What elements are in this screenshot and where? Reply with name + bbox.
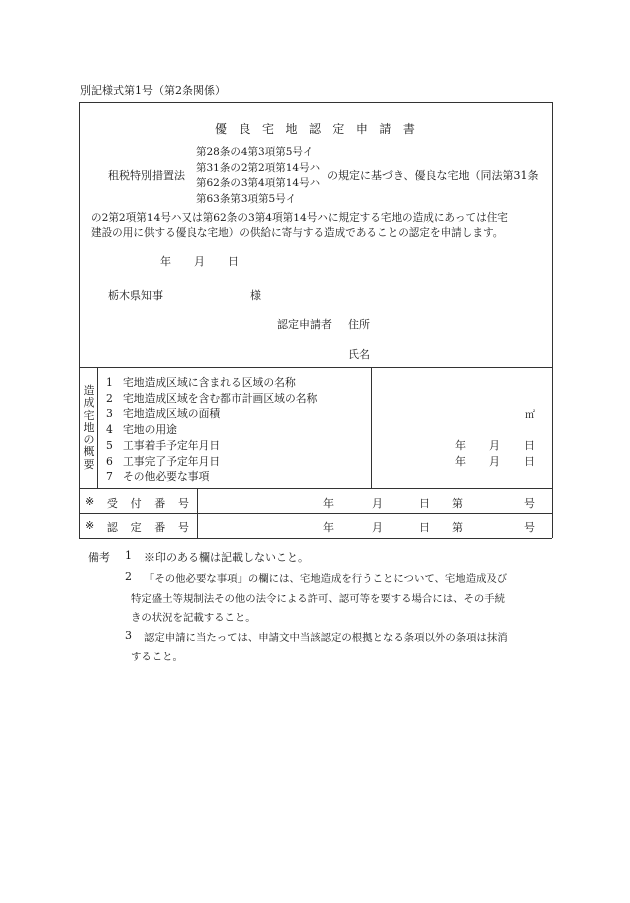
list-item-number: 3 [106,407,113,421]
body-line-2: 建設の用に供する優良な宅地）の供給に寄与する造成であることの認定を申請します。 [91,227,504,239]
overview-value-divider [371,367,372,488]
list-item: その他必要な事項 [123,470,210,484]
receipt-month: 月 [372,497,383,510]
certification-day: 日 [419,521,430,534]
office-row-divider [79,513,552,514]
list-item: 宅地造成区域に含まれる区域の名称 [123,376,296,389]
note-2-line-2: 特定盛土等規制法その他の法令による許可、認可等を要する場合には、その手続 [131,593,506,605]
list-item-number: 7 [106,470,113,484]
law-suffix: の規定に基づき、優良な宅地（同法第31条 [327,169,539,182]
table-right-border [552,102,553,538]
document-title: 優 良 宅 地 認 定 申 請 書 [215,122,415,136]
start-date-day: 日 [524,439,535,452]
addressee-name: 栃木県知事 [108,289,163,302]
start-date-month: 月 [489,439,500,452]
area-unit: ㎡ [525,410,535,421]
list-item-number: 2 [106,391,113,405]
list-item-number: 4 [106,423,113,437]
certification-dai: 第 [452,521,463,534]
start-date-year: 年 [455,439,466,452]
overview-item-texts [123,375,317,485]
list-item-number: 1 [106,376,113,389]
table-top-border [79,102,552,103]
body-line-1: の2第2項第14号ハ又は第62条の3第4項第14号ハに規定する宅地の造成にあっては住宅 [91,212,508,224]
law-name: 租税特別措置法 [108,169,185,182]
list-item: 工事完了予定年月日 [123,454,221,468]
note-2-line-1: 「その他必要な事項」の欄には、宅地造成を行うことについて、宅地造成及び [144,573,508,585]
list-item: 宅地の用途 [123,423,177,437]
note-3-number: 3 [125,629,132,642]
certification-go: 号 [524,521,535,534]
section-divider-1 [79,367,552,368]
table-bottom-border [79,538,552,539]
law-article-3: 第62条の3第4項第14号ハ [196,177,321,189]
end-date-day: 日 [524,455,535,468]
certification-number-label: ※ 認 定 番 号 [85,519,189,534]
section-divider-2 [79,488,552,489]
list-item: 宅地造成区域を含む都市計画区域の名称 [123,391,318,405]
date-day: 日 [228,255,239,268]
list-item: 宅地造成区域の面積 [123,407,221,421]
note-3-line-1: 認定申請に当たっては、申請文中当該認定の根拠となる条項以外の条項は抹消 [144,632,508,644]
certification-month: 月 [372,521,383,534]
table-left-border [79,102,80,538]
date-month: 月 [194,255,205,268]
list-item-number: 5 [106,438,113,452]
note-2-line-3: きの状況を記載すること。 [131,612,256,624]
applicant-address-label: 住所 [348,318,370,331]
overview-vertical-label: 造 成 宅 地 の 概 要 [83,384,95,471]
law-article-2: 第31条の2第2項第14号ハ [196,161,321,174]
law-articles [196,145,320,207]
end-date-month: 月 [489,455,500,468]
list-item-number: 6 [106,454,113,468]
applicant-label: 認定申請者 [277,318,332,331]
date-year: 年 [160,255,171,268]
end-date-year: 年 [455,455,466,468]
receipt-dai: 第 [452,497,463,510]
note-1-number: 1 [125,549,132,562]
overview-item-numbers [106,375,113,485]
note-2-number: 2 [125,570,132,583]
receipt-year: 年 [323,497,334,510]
notes-heading: 備考 [88,551,110,564]
note-1-line-1: ※印のある欄は記載しないこと。 [144,551,309,564]
addressee-honorific: 様 [250,289,261,302]
receipt-go: 号 [524,497,535,510]
applicant-name-label: 氏名 [348,348,370,361]
list-item: 工事着手予定年月日 [123,438,221,452]
receipt-number-label: ※ 受 付 番 号 [85,495,189,510]
office-label-divider [197,488,198,538]
form-label: 別記様式第1号（第2条関係） [80,84,226,97]
law-article-4: 第63条第3項第5号イ [196,192,297,205]
receipt-day: 日 [419,497,430,510]
certification-year: 年 [323,521,334,534]
note-3-line-2: すること。 [131,651,183,663]
overview-label-divider [97,367,98,488]
law-article-1: 第28条の4第3項第5号イ [196,146,314,158]
